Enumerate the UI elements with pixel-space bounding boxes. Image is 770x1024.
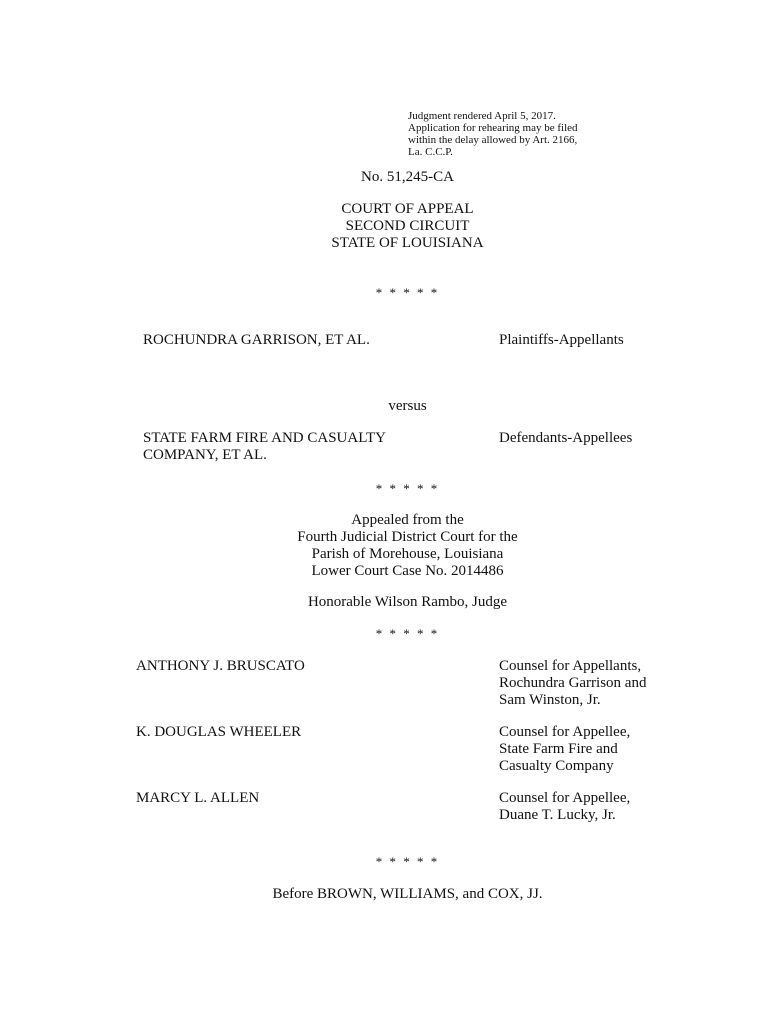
versus-label: versus (388, 398, 427, 414)
counsel-role-line: State Farm Fire and (499, 741, 618, 757)
appeal-line: Lower Court Case No. 2014486 (311, 563, 504, 579)
counsel-role-line: Counsel for Appellants, (499, 658, 642, 674)
counsel-name-lucky: MARCY L. ALLEN (136, 790, 260, 806)
defendants-role: Defendants-Appellees (499, 430, 633, 446)
counsel-role-line: Rochundra Garrison and (499, 675, 647, 691)
counsel-role-line: Duane T. Lucky, Jr. (499, 807, 616, 823)
counsel-role-state-farm (499, 724, 630, 775)
court-heading (0, 201, 770, 252)
separator-stars: * * * * * (375, 626, 440, 641)
notice-line: Application for rehearing may be filed (408, 122, 578, 134)
counsel-role-line: Sam Winston, Jr. (499, 692, 601, 708)
counsel-name-state-farm: K. DOUGLAS WHEELER (136, 724, 302, 740)
defendants-name: STATE FARM FIRE AND CASUALTY COMPANY, ET AL. (143, 430, 386, 463)
plaintiffs-role: Plaintiffs-Appellants (499, 332, 624, 348)
rehearing-notice (408, 110, 578, 158)
separator-stars: * * * * * (375, 285, 440, 300)
court-line: STATE OF LOUISIANA (331, 235, 484, 251)
counsel-role-line: Counsel for Appellee, (499, 724, 631, 740)
appeal-line: Fourth Judicial District Court for the (297, 529, 518, 545)
judicial-panel: Before BROWN, WILLIAMS, and COX, JJ. (272, 886, 543, 902)
notice-line: within the delay allowed by Art. 2166, (408, 134, 578, 146)
plaintiffs-name: ROCHUNDRA GARRISON, ET AL. (143, 332, 370, 348)
counsel-name-appellants: ANTHONY J. BRUSCATO (136, 658, 305, 674)
notice-line: La. C.C.P. (408, 146, 453, 158)
appeal-line: Parish of Morehouse, Louisiana (311, 546, 504, 562)
trial-judge: Honorable Wilson Rambo, Judge (307, 594, 508, 610)
counsel-role-line: Counsel for Appellee, (499, 790, 631, 806)
separator-stars: * * * * * (375, 854, 440, 869)
appeal-line: Appealed from the (351, 512, 464, 528)
appeal-origin (0, 512, 770, 580)
counsel-role-lucky (499, 790, 630, 824)
counsel-role-appellants (499, 658, 646, 709)
court-line: SECOND CIRCUIT (345, 218, 470, 234)
court-line: COURT OF APPEAL (341, 201, 474, 217)
case-number: No. 51,245-CA (361, 169, 454, 185)
notice-line: Judgment rendered April 5, 2017. (408, 110, 556, 122)
separator-stars: * * * * * (375, 481, 440, 496)
counsel-role-line: Casualty Company (499, 758, 614, 774)
